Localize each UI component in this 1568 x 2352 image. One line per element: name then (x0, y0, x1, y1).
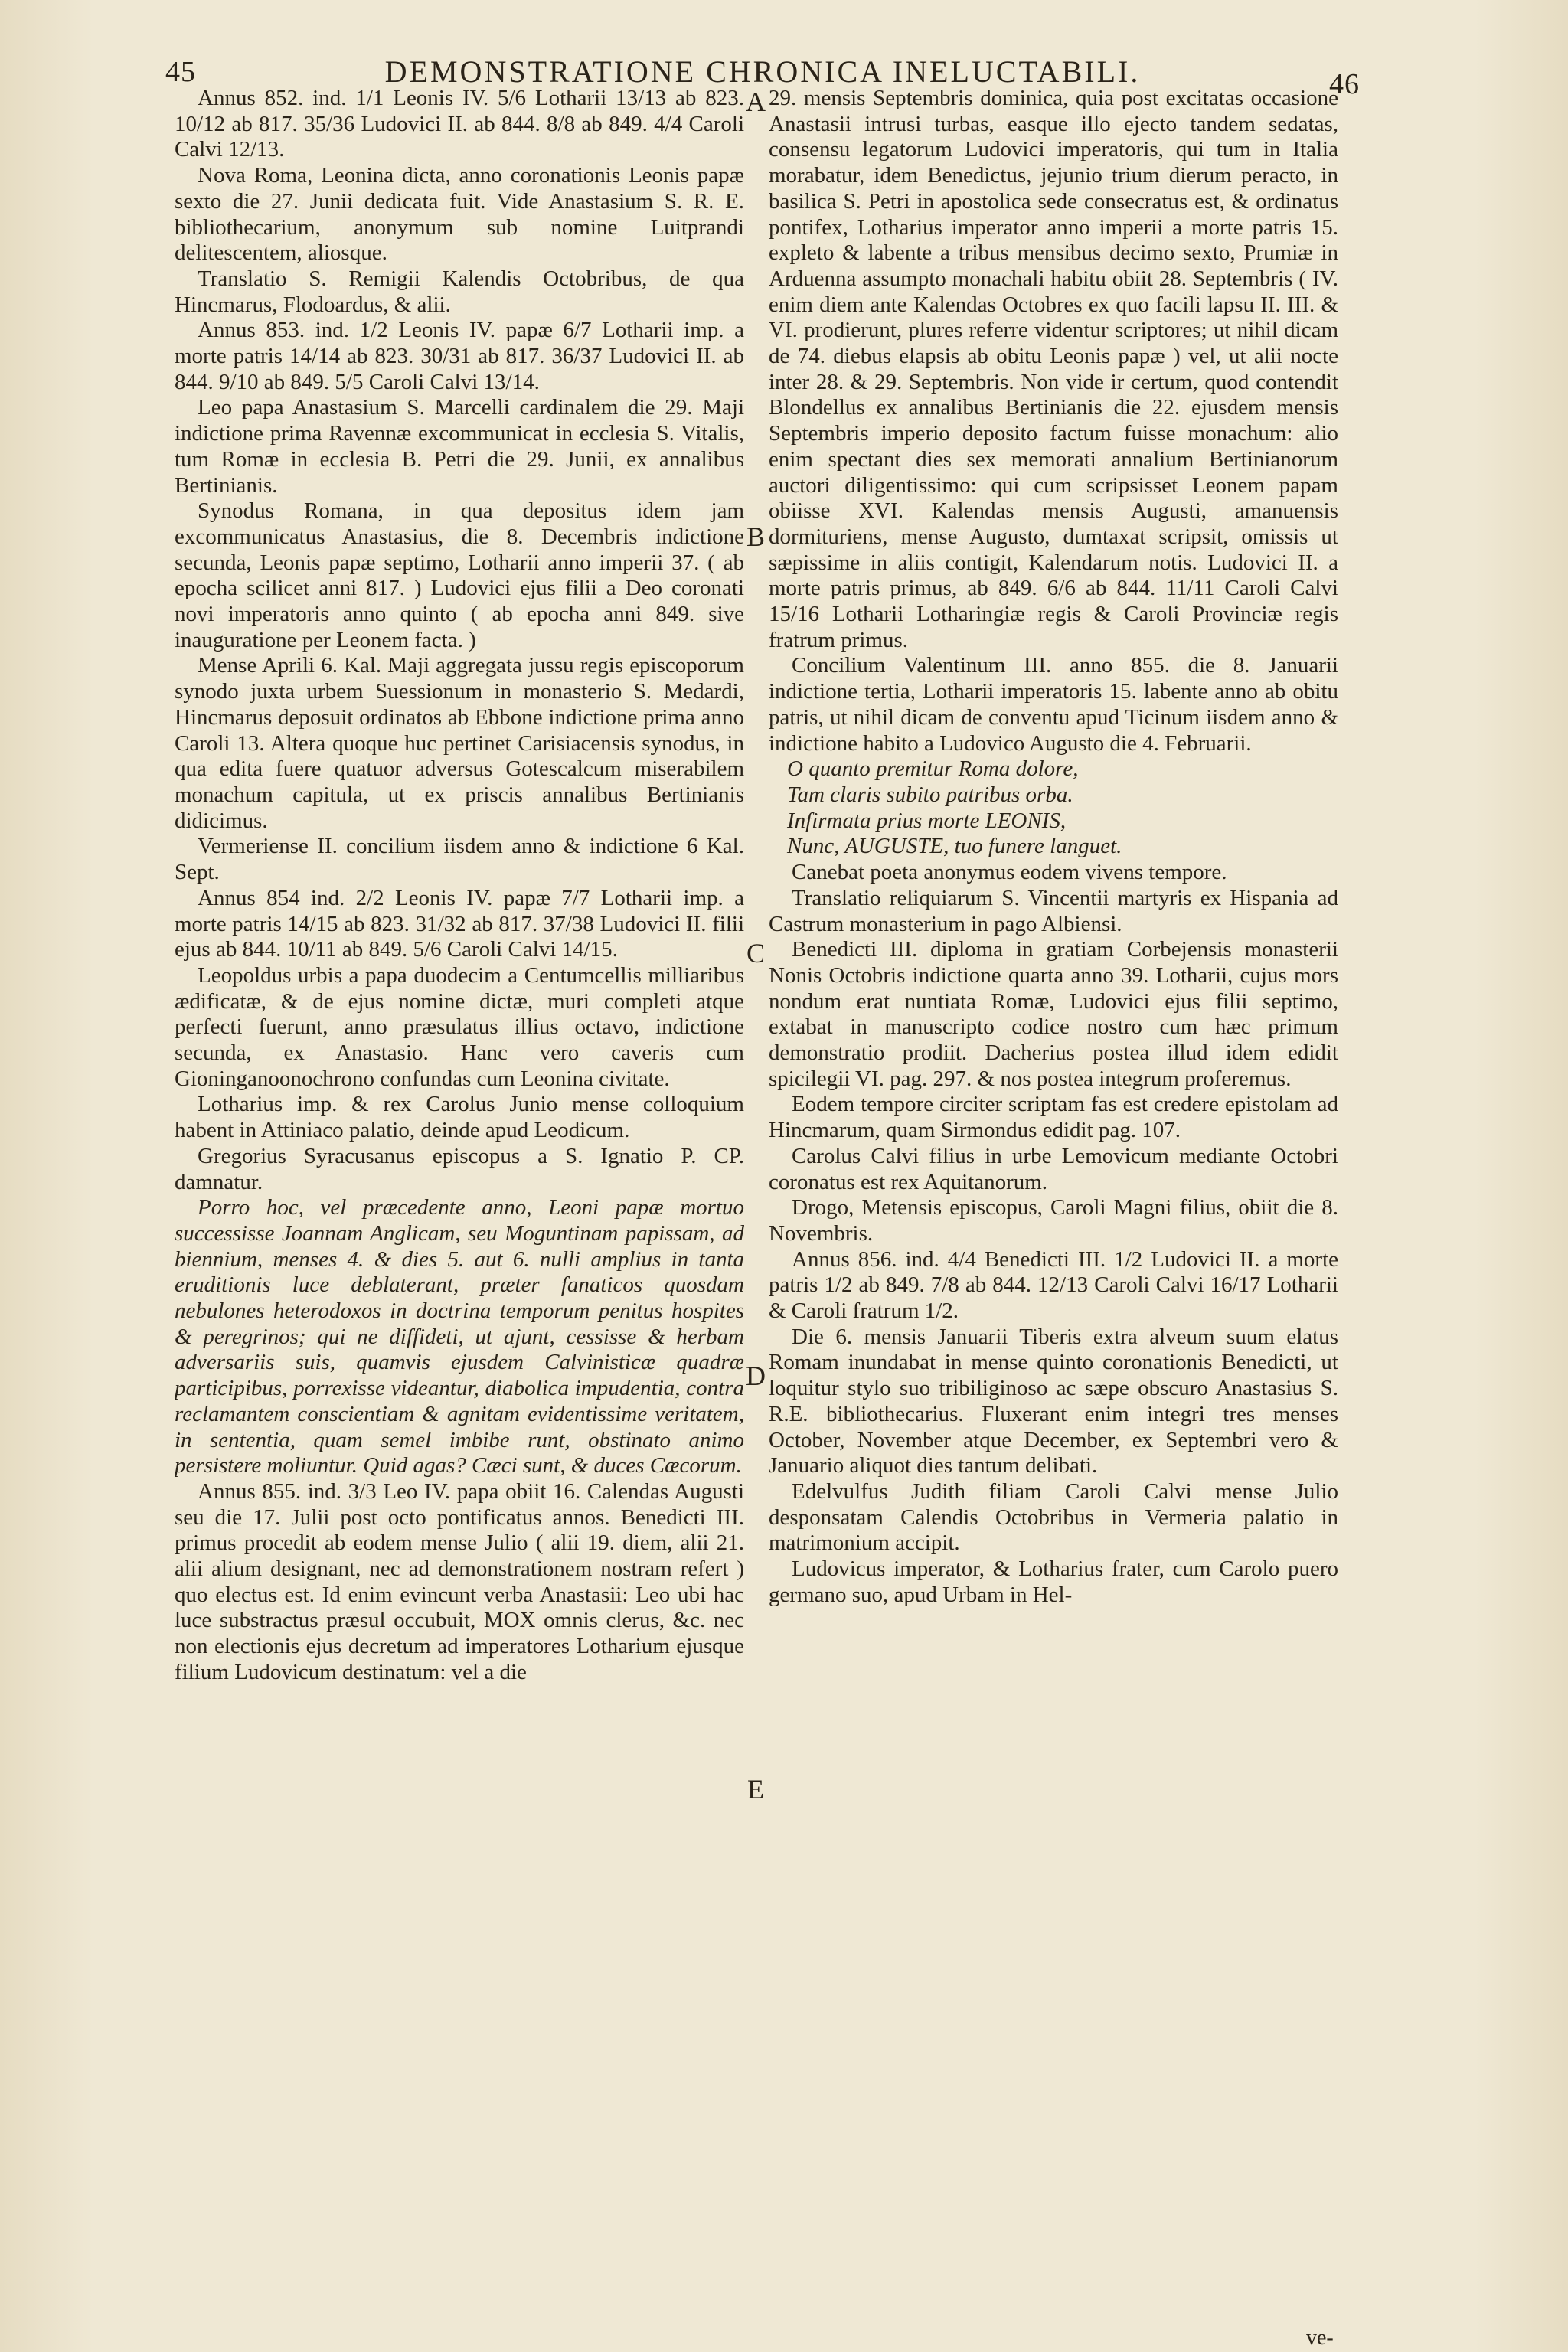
right-text-column (769, 86, 1338, 2329)
gutter-letter-d: D (746, 1361, 766, 1391)
paragraph: 29. mensis Septembris dominica, quia post excitatas occasione Anastasii intrusi turbas, easque illo ejecto tandem sedatas, consensu legatorum Ludovici imperatoris, qui tum in Italia morabatur, idem Benedictus, jejunio trium dierum peracto, in basilica S. Petri in apostolica sede consecratus est, & ordinatus pontifex, Lotharius imperator anno imperii a morte patris 15. expleto & labente a tribus mensibus decimo sexto, Prumiæ in Arduenna assumpto monachali habitu obiit 28. Septembris ( IV. enim diem ante Kalendas Octobres ex quo facili lapsu II. III. & VI. prodierunt, plures referre videntur scriptores; ut nihil dicam de 74. diebus elapsis ab obitu Leonis papæ ) vel, ut alii nocte inter 28. & 29. Septembris. Non vide ir certum, quod contendit Blondellus ex annalibus Bertinianis die 22. ejusdem mensis Septembris imperio deposito factum fuisse monachum: alio enim spectant dies sex memorati annalium Bertinianorum auctori diligentissimo: qui cum scripsisset Leonem papam obiisse XVI. Kalendas mensis Augusti, amanuensis dormituriens, mense Augusto, dumtaxat scripsit, omissis ut sæpissime in aliis contigit, Kalendarum notis. Ludovici II. a morte patris primus, ab 849. 6/6 ab 844. 11/11 Caroli Calvi 15/16 Lotharii Lotharingiæ regis & Caroli Provinciæ regis fratrum primus. (769, 86, 1338, 652)
paragraph: Annus 856. ind. 4/4 Benedicti III. 1/2 Ludovici II. a morte patris 1/2 ab 849. 7/8 ab 844. 12/13 Caroli Calvi 16/17 Lotharii & Caroli fratrum 1/2. (769, 1246, 1338, 1324)
paragraph: Annus 854 ind. 2/2 Leonis IV. papæ 7/7 Lotharii imp. a morte patris 14/15 ab 823. 31/32 ab 817. 37/38 Ludovici II. filii ejus ab 844. 10/11 ab 849. 5/6 Caroli Calvi 14/15. (175, 885, 744, 962)
paragraph: Edelvulfus Judith filiam Caroli Calvi mense Julio desponsatam Calendis Octobribus in Vermeria palatio in matrimonium accipit. (769, 1478, 1338, 1556)
page-header (165, 54, 1360, 100)
paragraph: Concilium Valentinum III. anno 855. die 8. Januarii indictione tertia, Lotharii imperatoris 15. labente anno ab obitu patris, ut nihil dicam de conventu apud Ticinum iisdem anno & indictione habito a Ludovico Augusto die 4. Februarii. (769, 653, 1338, 756)
paragraph: Canebat poeta anonymus eodem vivens tempore. (792, 860, 1227, 885)
left-page-number: 45 (165, 56, 196, 88)
paragraph: Annus 852. ind. 1/1 Leonis IV. 5/6 Lotharii 13/13 ab 823. 10/12 ab 817. 35/36 Ludovici II. ab 844. 8/8 ab 849. 4/4 Caroli Calvi 12/13. (175, 86, 744, 162)
paragraph: Annus 853. ind. 1/2 Leonis IV. papæ 6/7 Lotharii imp. a morte patris 14/14 ab 823. 30/31 ab 817. 36/37 Ludovici II. ab 844. 9/10 ab 849. 5/5 Caroli Calvi 13/14. (175, 318, 744, 394)
right-page-number: 46 (1329, 68, 1360, 100)
verse-line: Tam claris subito patribus orba. (787, 782, 1073, 807)
paragraph: Porro hoc, vel præcedente anno, Leoni papæ mortuo successisse Joannam Anglicam, seu Moguntinam papissam, ad biennium, menses 4. & dies 5. aut 6. nulli amplius in tanta eruditionis luce deblaterant, præter fanaticos quosdam nebulones heterodoxos in doctrina temporum penitus hospites & peregrinos; qui ne diffideti, ut ajunt, cessisse & herbam adversariis suis, quamvis ejusdem Calvinisticæ quadræ participibus, porrexisse videantur, diabolica impudentia, contra reclamantem conscientiam & agnitam evidentissime veritatem, in sententia, quam semel imbibe runt, obstinato animo persistere moliuntur. Quid agas? Cæci sunt, & duces Cæcorum. (175, 1195, 744, 1478)
paragraph: Leopoldus urbis a papa duodecim a Centumcellis milliaribus ædificatæ, & de ejus nomine dictæ, muri completi atque perfecti fuerunt, anno præsulatus illius octavo, indictione secunda, ex Anastasio. Hanc vero caveris cum Gioninganoonochrono confundas cum Leonina civitate. (175, 962, 744, 1091)
gutter-letter-e: E (747, 1774, 764, 1805)
gutter-letter-b: B (746, 521, 765, 552)
gutter-letter-c: C (746, 938, 765, 969)
paragraph: Drogo, Metensis episcopus, Caroli Magni filius, obiit die 8. Novembris. (769, 1195, 1338, 1246)
paragraph: Leo papa Anastasium S. Marcelli cardinalem die 29. Maji indictione prima Ravennæ excommunicat in ecclesia S. Vitalis, tum Romæ in ecclesia B. Petri die 29. Junii, ex annalibus Bertinianis. (175, 395, 744, 498)
catchword: ve- (1306, 2326, 1334, 2350)
paragraph: Carolus Calvi filius in urbe Lemovicum mediante Octobri coronatus est rex Aquitanorum. (769, 1143, 1338, 1194)
paragraph: Eodem tempore circiter scriptam fas est credere epistolam ad Hincmarum, quam Sirmondus edidit pag. 107. (769, 1092, 1338, 1143)
running-title: DEMONSTRATIONE CHRONICA INELUCTABILI. (384, 54, 1141, 89)
paragraph: Gregorius Syracusanus episcopus a S. Ignatio P. CP. damnatur. (175, 1143, 744, 1194)
left-text-column (175, 86, 744, 2329)
verse-line: Nunc, AUGUSTE, tuo funere languet. (787, 834, 1122, 859)
paragraph: Synodus Romana, in qua depositus idem jam excommunicatus Anastasius, die 8. Decembris indictione secunda, Leonis papæ septimo, Lotharii anno imperii 37. ( ab epocha scilicet anni 817. ) Ludovici ejus filii a Deo coronati novi imperatoris anno quinto ( ab epocha anni 849. sive inauguratione per Leonem facta. ) (175, 498, 744, 652)
verse-line: O quanto premitur Roma dolore, (787, 756, 1079, 782)
paragraph: Translatio reliquiarum S. Vincentii martyris ex Hispania ad Castrum monasterium in pago Albiensi. (769, 885, 1338, 936)
paragraph: Mense Aprili 6. Kal. Maji aggregata jussu regis episcoporum synodo juxta urbem Suessionum in monasterio S. Medardi, Hincmarus deposuit ordinatos ab Ebbone indictione prima anno Caroli 13. Altera quoque huc pertinet Carisiacensis synodus, in qua edita fuere quatuor adversus Gotescalcum miserabilem monachum capitula, ut ex priscis annalibus Bertinianis didicimus. (175, 653, 744, 833)
verse-line: Infirmata prius morte LEONIS, (787, 808, 1067, 833)
paragraph: Ludovicus imperator, & Lotharius frater, cum Carolo puero germano suo, apud Urbam in Hel- (769, 1557, 1338, 1607)
paragraph: Lotharius imp. & rex Carolus Junio mense colloquium habent in Attiniaco palatio, deinde apud Leodicum. (175, 1092, 744, 1143)
paragraph: Vermeriense II. concilium iisdem anno & indictione 6 Kal. Sept. (175, 834, 744, 885)
paragraph: Annus 855. ind. 3/3 Leo IV. papa obiit 16. Calendas Augusti seu die 17. Julii post octo pontificatus annos. Benedicti III. primus procedit ab eodem mense Julio ( alii 19. diem, alii 21. alii alium designant, nec ad demonstrationem nostram refert ) quo electus est. Id enim evincunt verba Anastasii: Leo ubi hac luce substractus præsul occubuit, MOX omnis clerus, &c. nec non electionis ejus decretum ad imperatores Lotharium ejusque filium Ludovicum destinatum: vel a die (175, 1478, 744, 1684)
paragraph: Die 6. mensis Januarii Tiberis extra alveum suum elatus Romam inundabat in mense quinto coronationis Benedicti, ut loquitur stylo suo tribiliginoso ac sæpe obscuro Anastasius S. R.E. bibliothecarius. Fluxerant enim integri tres menses October, November atque December, ex Septembri vero & Januario aliquot dies tantum delibati. (769, 1324, 1338, 1478)
gutter-letter-a: A (746, 87, 766, 117)
paragraph: Benedicti III. diploma in gratiam Corbejensis monasterii Nonis Octobris indictione quarta anno 39. Lotharii, cujus mors nondum erat nuntiata Romæ, Ludovici ejus filii septimo, extabat in manuscripto codice nostro cum hæc primum demonstratio prodiit. Dacherius postea illud idem edidit spicilegii VI. pag. 297. & nos postea integrum proferemus. (769, 937, 1338, 1091)
paragraph: Translatio S. Remigii Kalendis Octobribus, de qua Hincmarus, Flodoardus, & alii. (175, 266, 744, 317)
paragraph: Nova Roma, Leonina dicta, anno coronationis Leonis papæ sexto die 27. Junii dedicata fuit. Vide Anastasium S. R. E. bibliothecarium, anonymum sub nomine Luitprandi delitescentem, aliosque. (175, 163, 744, 266)
